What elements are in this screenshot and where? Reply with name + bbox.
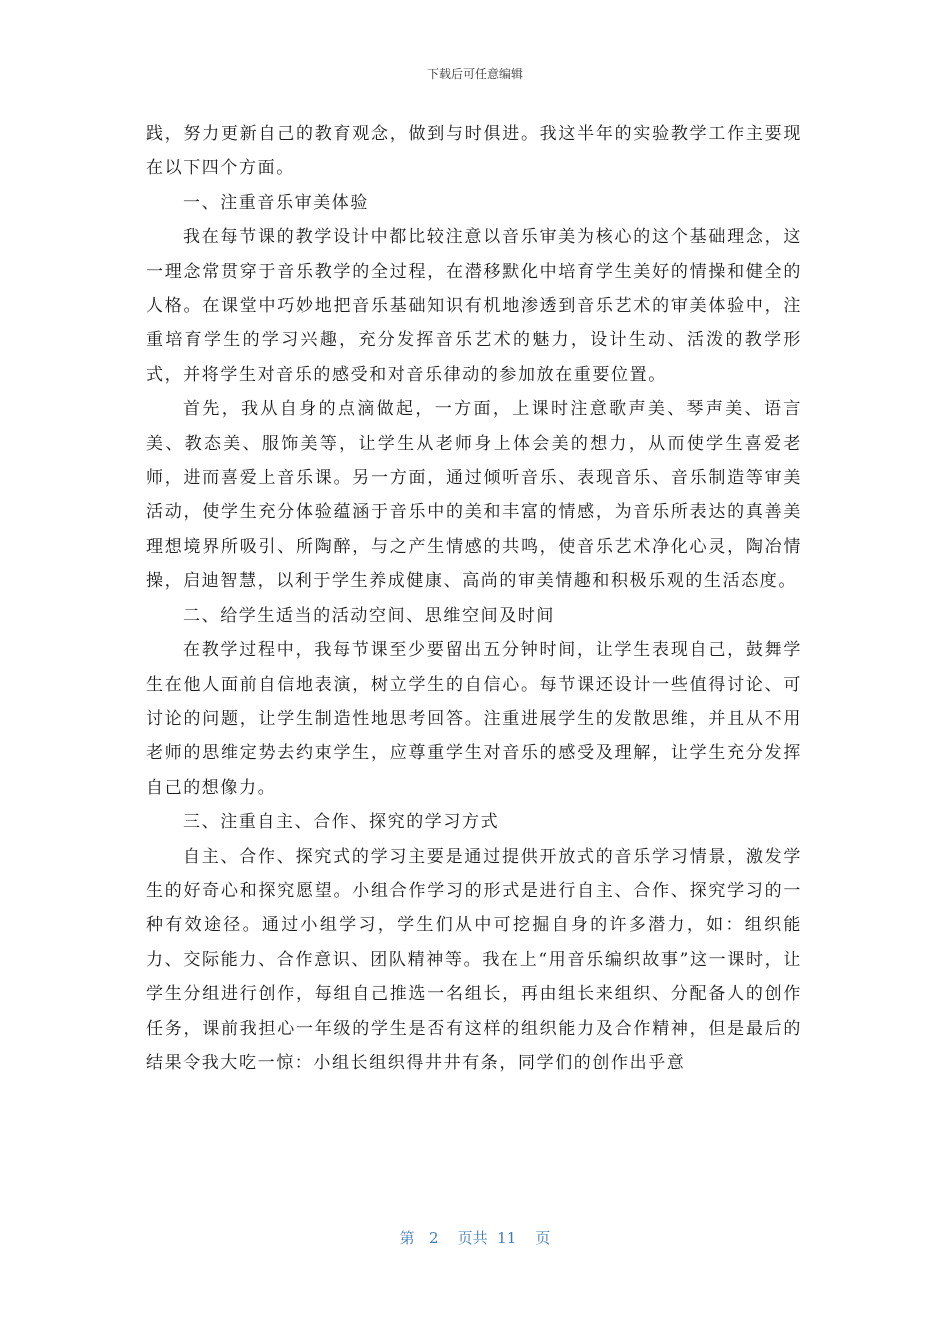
document-body — [146, 117, 802, 1080]
footer-total-pages: 11 — [497, 1229, 517, 1247]
page-header: 下载后可任意编辑 — [426, 67, 523, 81]
paragraph: 自主、合作、探究式的学习主要是通过提供开放式的音乐学习情景，激发学生的好奇心和探究愿望。小组合作学习的形式是进行自主、合作、探究学习的一种有效途径。通过小组学习，学生们从中可挖掘自身的许多潜力，如：组织能力、交际能力、合作意识、团队精神等。我在上“用音乐编织故事”这一课时，让学生分组进行创作，每组自己推选一名组长，再由组长来组织、分配备人的创作任务，课前我担心一年级的学生是否有这样的组织能力及合作精神，但是最后的结果令我大吃一惊：小组长组织得井井有条，同学们的创作出乎意 — [146, 846, 802, 1073]
section-heading-3: 三、注重自主、合作、探究的学习方式 — [183, 812, 500, 833]
footer-page-number: 2 — [428, 1229, 439, 1247]
paragraph: 在教学过程中，我每节课至少要留出五分钟时间，让学生表现自己，鼓舞学生在他人面前自信地表演，树立学生的自信心。每节课还设计一些值得讨论、可讨论的问题，让学生制造性地思考回答。注重进展学生的发散思维，并且从不用老师的思维定势去约束学生，应尊重学生对音乐的感受及理解，让学生充分发挥自己的想像力。 — [146, 640, 802, 798]
paragraph: 我在每节课的教学设计中都比较注意以音乐审美为核心的这个基础理念，这一理念常贯穿于音乐教学的全过程，在潜移默化中培育学生美好的情操和健全的人格。在课堂中巧妙地把音乐基础知识有机地渗透到音乐艺术的审美体验中，注重培育学生的学习兴趣，充分发挥音乐艺术的魅力，设计生动、活泼的教学形式，并将学生对音乐的感受和对音乐律动的参加放在重要位置。 — [146, 227, 802, 385]
paragraph: 践，努力更新自己的教育观念，做到与时俱进。我这半年的实验教学工作主要现在以下四个方面。 — [146, 124, 802, 179]
footer-middle: 页共 — [457, 1229, 488, 1247]
footer-suffix: 页 — [535, 1229, 551, 1247]
footer-prefix: 第 — [399, 1229, 415, 1247]
section-heading-2: 二、给学生适当的活动空间、思维空间及时间 — [183, 605, 555, 626]
section-heading-1: 一、注重音乐审美体验 — [183, 192, 369, 213]
page-footer — [0, 1228, 950, 1248]
paragraph: 首先，我从自身的点滴做起，一方面，上课时注意歌声美、琴声美、语言美、教态美、服饰美等，让学生从老师身上体会美的想力，从而使学生喜爱老师，进而喜爱上音乐课。另一方面，通过倾听音乐、表现音乐、音乐制造等审美活动，使学生充分体验蕴涵于音乐中的美和丰富的情感，为音乐所表达的真善美理想境界所吸引、所陶醉，与之产生情感的共鸣，使音乐艺术净化心灵，陶冶情操，启迪智慧，以利于学生养成健康、高尚的审美情趣和积极乐观的生活态度。 — [146, 399, 802, 592]
